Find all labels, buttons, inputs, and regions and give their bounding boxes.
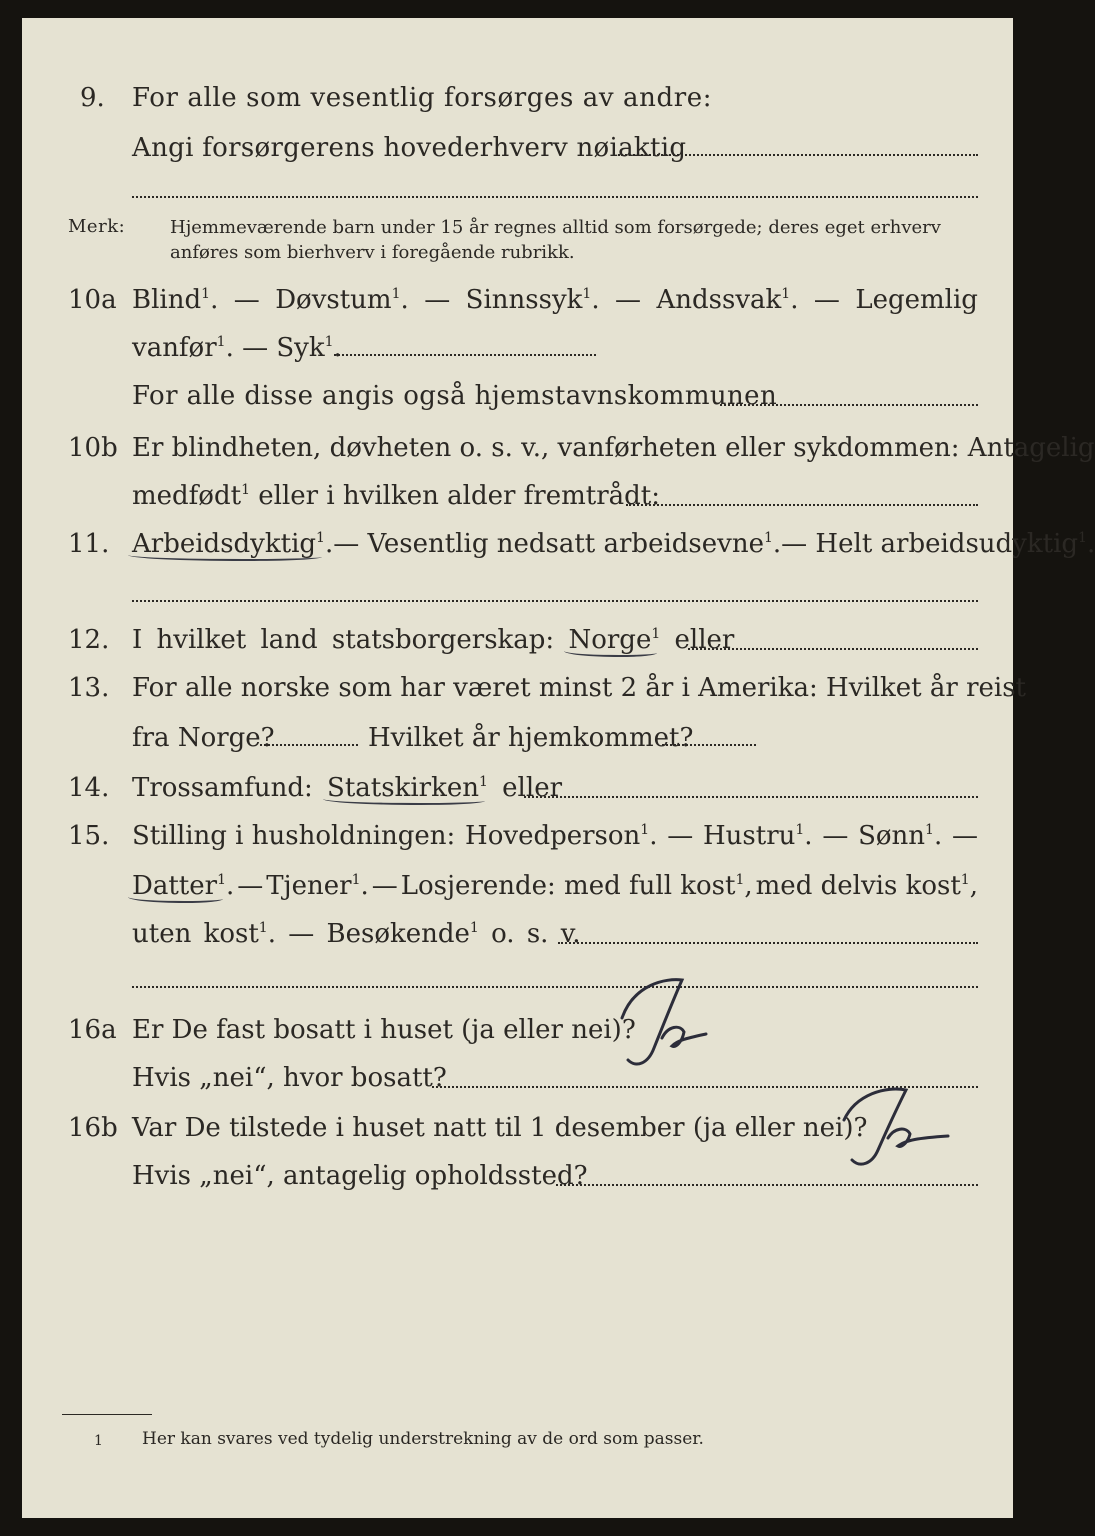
dash: — — [424, 285, 451, 315]
q10a-andssvak-option[interactable]: Andssvak$^1$. — [656, 285, 799, 315]
q16b-line2: Hvis „nei“, antagelig opholdssted? — [132, 1161, 588, 1191]
q10a-hjemstavn-line[interactable] — [720, 404, 978, 406]
question-number-14: 14. — [68, 773, 110, 803]
question-number-16a: 16a — [68, 1015, 117, 1045]
q15-line2: Datter$^1$. — Tjener$^1$. — Losjerende: med full kost$^1$, med delvis kost$^1$, — [132, 871, 978, 901]
footnote-rule — [62, 1414, 152, 1415]
q16a-line1: Er De fast bosatt i huset (ja eller nei)? — [132, 1015, 636, 1045]
q10a-line3: For alle disse angis også hjemstavnskommunen — [132, 381, 778, 411]
dash: — — [813, 285, 840, 315]
q15-hustru-option[interactable]: Hustru$^1$. — [702, 821, 813, 851]
q16b-handwritten-answer — [836, 1080, 956, 1180]
q10b-line2: medfødt$^1$ eller i hvilken alder fremtrådt: — [132, 481, 661, 511]
question-number-11: 11. — [68, 529, 110, 559]
q10b-answer-line[interactable] — [626, 504, 978, 506]
q9-line2: Angi forsørgerens hovederhverv nøiaktig — [132, 133, 687, 163]
census-form-page — [22, 18, 1095, 1518]
question-number-9: 9. — [80, 83, 105, 113]
question-number-13: 13. — [68, 673, 110, 703]
q13-part2: Hvilket år hjemkommet? — [368, 723, 694, 753]
q13-hjemkommet-line[interactable] — [662, 744, 756, 746]
footnote-text: Her kan svares ved tydelig understrekning av de ord som passer. — [142, 1429, 704, 1449]
q11-udyktig-option[interactable]: — Helt arbeidsudyktig$^1$. — [781, 529, 1095, 559]
q10a-syk-option[interactable]: Syk$^1$. — [276, 333, 342, 363]
merk-label: Merk: — [68, 216, 126, 237]
q10a-line1 — [132, 284, 978, 316]
footnote-mark: 1 — [94, 1433, 103, 1449]
dash: — — [242, 333, 269, 363]
handwriting-ja-icon — [616, 968, 726, 1078]
question-number-16b: 16b — [68, 1113, 118, 1143]
q15-datter-option[interactable]: Datter$^1$. — [132, 871, 235, 901]
q10a-dovstum-option[interactable]: Døvstum$^1$. — [275, 285, 409, 315]
q14-answer-line[interactable] — [524, 796, 978, 798]
handwriting-ja-icon — [836, 1080, 956, 1180]
q15-answer-line[interactable] — [558, 942, 978, 944]
q15-sonn-option[interactable]: Sønn$^1$. — [858, 821, 943, 851]
merk-line1: Hjemmeværende barn under 15 år regnes alltid som forsørgede; deres eget erhverv — [170, 217, 941, 238]
q11-arbeidsdyktig-option[interactable]: Arbeidsdyktig$^1$. — [132, 529, 334, 559]
q10b-line1: Er blindheten, døvheten o. s. v., vanførheten eller sykdommen: Antagelig — [132, 433, 1095, 463]
merk-line2: anføres som bierhverv i foregående rubrikk. — [170, 242, 575, 263]
question-number-15: 15. — [68, 821, 110, 851]
q15-uten-option[interactable]: uten kost$^1$. — [132, 919, 276, 949]
q9-answer-line[interactable] — [618, 154, 978, 156]
q13-part1: fra Norge? — [132, 723, 275, 753]
q10a-sinnssyk-option[interactable]: Sinnssyk$^1$. — [465, 285, 600, 315]
q15-answer-line-2[interactable] — [132, 986, 978, 988]
q12-norge-option[interactable]: Norge$^1$ — [568, 625, 661, 655]
q15-hovedperson-option[interactable]: Hovedperson$^1$. — [465, 821, 658, 851]
q15-losjerende-option[interactable]: Losjerende: med full kost$^1$, — [400, 871, 753, 901]
q15-delvis-option[interactable]: med delvis kost$^1$, — [755, 871, 978, 901]
q11-answer-line[interactable] — [132, 600, 978, 602]
dash: — — [615, 285, 642, 315]
q15-tjener-option[interactable]: Tjener$^1$. — [266, 871, 369, 901]
q13-reist-line[interactable] — [260, 744, 358, 746]
q15-besokende-option[interactable]: Besøkende$^1$ — [326, 919, 479, 949]
q10a-blind-option[interactable]: Blind$^1$. — [132, 285, 219, 315]
question-number-12: 12. — [68, 625, 110, 655]
dash: — — [233, 285, 260, 315]
q16a-line2: Hvis „nei“, hvor bosatt? — [132, 1063, 447, 1093]
q16b-line1: Var De tilstede i huset natt til 1 desember (ja eller nei)? — [132, 1113, 868, 1143]
q9-line1: For alle som vesentlig forsørges av andre: — [132, 83, 713, 113]
q16a-handwritten-answer — [616, 968, 726, 1078]
q16b-answer-line[interactable] — [556, 1184, 978, 1186]
question-number-10b: 10b — [68, 433, 118, 463]
q11-line — [132, 528, 1095, 560]
q14-statskirken-option[interactable]: Statskirken$^1$ — [327, 773, 488, 803]
question-number-10a: 10a — [68, 285, 117, 315]
q10a-legemlig-word: Legemlig — [855, 285, 978, 315]
q10a-vanfor-option[interactable]: vanfør$^1$. — [132, 333, 234, 363]
q15-line1: Stilling i husholdningen: Hovedperson$^1$. — Hustru$^1$. — Sønn$^1$. — — [132, 821, 978, 851]
q12-line: I hvilket land statsborgerskap: Norge$^1$ eller — [132, 625, 735, 655]
q10a-line2 — [132, 332, 342, 364]
q13-line1: For alle norske som har været minst 2 år i Amerika: Hvilket år reist — [132, 673, 1026, 703]
q14-line: Trossamfund: Statskirken$^1$ eller — [132, 773, 563, 803]
q9-answer-line-2[interactable] — [132, 196, 978, 198]
q12-answer-line[interactable] — [688, 648, 978, 650]
q10a-answer-line[interactable] — [334, 354, 596, 356]
q15-line3: uten kost$^1$. — Besøkende$^1$ o. s. v. — [132, 919, 581, 949]
q11-nedsatt-option[interactable]: — Vesentlig nedsatt arbeidsevne$^1$. — [333, 529, 782, 559]
